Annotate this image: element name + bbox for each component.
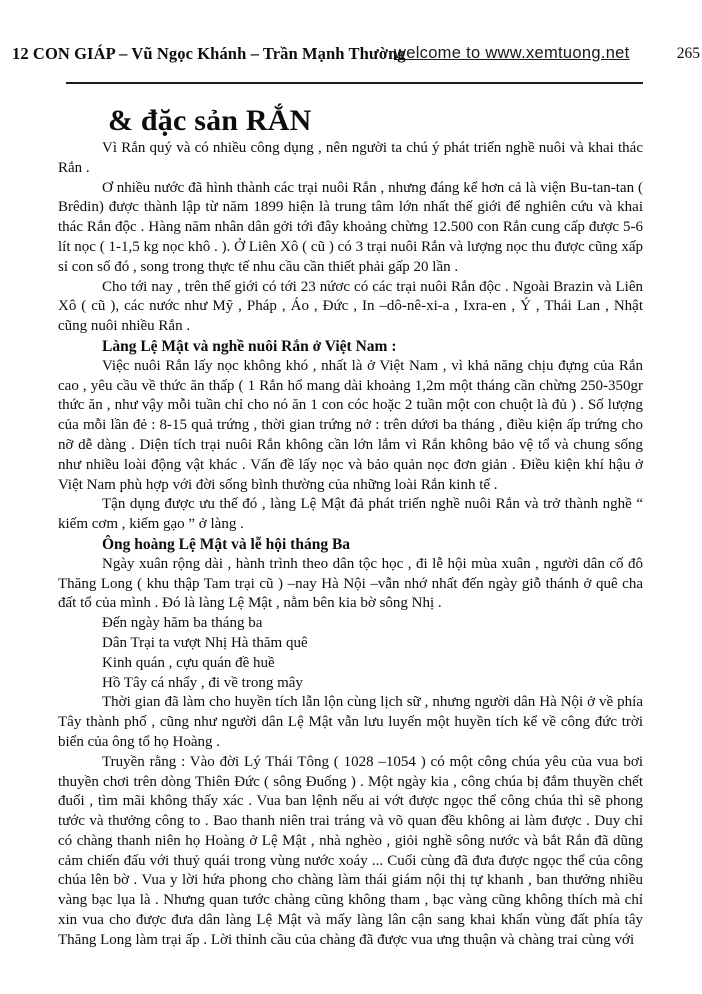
verse-line: Kinh quán , cựu quán đề huề: [102, 654, 275, 671]
paragraph: Tận dụng được ưu thế đó , làng Lệ Mật đả phát triển nghề nuôi Rắn và trở thành nghề “ kiếm cơm , kiếm gạo ” ở làng .: [58, 496, 643, 533]
paragraph: Truyền rằng : Vào đời Lý Thái Tông ( 1028 –1054 ) có một công chúa yêu của vua bơi thuyền chơi trên dòng Thiên Đức ( sông Đuống ) . Một ngày kia , công chúa bị đắm thuyền chết đuối , tìm mãi không thấy xác . Vua ban lệnh nếu ai vớt được ngọc thể công chúa thì sẽ phong tước và thưởng công to . Bao thanh niên trai tráng và võ quan đều không ai làm được . Duy chỉ có chàng thanh niên họ Hoàng ở Lệ Mật , nhà nghèo , giỏi nghề sông nước và bắt Rắn đã dũng cảm chiến đấu với thuỷ quái trong vùng nước xoáy ... Cuối cùng đã đưa được ngọc thể của công chúa lên bờ . Vua y lời hứa phong cho chàng làm thái giám nội thị tự khanh , ban thưởng nhiều vàng bạc lụa là . Nhưng quan tước chàng cũng không tham , bạc vàng cũng không thích mà chỉ xin vua cho được đưa dân làng Lệ Mật và mấy làng lân cận sang khai khẩn vùng đất phía tây Thăng Long làm trại ấp . Lời thỉnh cầu của chàng đã được vua ưng thuận và chàng trai cùng với: [58, 753, 643, 948]
folk-verse: [58, 614, 643, 693]
paragraph: Thời gian đã làm cho huyền tích lẫn lộn cùng lịch sữ , nhưng người dân Hà Nội ở về phía Tây thành phố , cũng như người dân Lệ Mật vẫn lưu luyến một huyền tích kể về công đức trời biển của ông tổ họ Hoàng .: [58, 694, 643, 750]
paragraph: Vì Rắn quý và có nhiều công dụng , nên người ta chú ý phát triển nghề nuôi và khai thác Rắn .: [58, 140, 643, 176]
section-heading-march-festival: Ông hoàng Lệ Mật và lễ hội tháng Ba: [102, 535, 351, 553]
header-divider: [66, 82, 643, 84]
article-title: & đặc sản RẮN: [108, 104, 312, 138]
site-link[interactable]: welcome to www.xemtuong.net: [394, 44, 630, 62]
verse-line: Hồ Tây cá nhẩy , đi về trong mây: [102, 674, 303, 691]
section-heading-le-mat-village: Làng Lệ Mật và nghề nuôi Rắn ở Việt Nam :: [102, 337, 397, 355]
paragraph: Cho tới nay , trên thế giới có tới 23 nứơc có các trại nuôi Rắn độc . Ngoài Brazin và Liên Xô ( cũ ), các nước như Mỹ , Pháp , Áo , Đức , In –dô-nê-xi-a , Ixra-en , Ý , Thái Lan , Nhật cũng nuôi nhiều Rắn .: [58, 278, 643, 335]
paragraph: Ngày xuân rộng dài , hành trình theo dân tộc học , đi lễ hội mùa xuân , người dân cố đô Thăng Long ( khu thập Tam trại cũ ) –nay Hà Nội –vẫn nhớ nhất đến ngày giỗ thánh ở quê cha đất tổ của mình . Đó là làng Lệ Mật , nằm bên kia bờ sông Nhị .: [58, 555, 643, 612]
paragraph: Ơ nhiều nước đã hình thành các trại nuôi Rắn , nhưng đáng kể hơn cả là viện Bu-tan-tan ( Brêdin) được thành lập từ năm 1899 hiện là trung tâm lớn nhất thế giới để nghiên cứu và khai thác Rắn độc . Hàng năm nhân dân gởi tới đây khoảng chừng 12.500 con Rắn cung cấp được 5-6 lít nọc ( 1-1,5 kg nọc khô . ). Ở Liên Xô ( cũ ) có 3 trại nuôi Rắn và lượng nọc thu được cũng xấp sỉ con số đó , song trong thực tế nhu cầu cần thiết phải gấp 20 lần .: [58, 179, 643, 275]
article-body: [58, 139, 643, 951]
paragraph: Việc nuôi Rắn lấy nọc không khó , nhất là ở Việt Nam , vì khả năng chịu đựng của Rắn cao , yêu cầu về thức ăn thấp ( 1 Rắn hổ mang dài khoảng 1,2m một tháng cần chừng 250-350gr thức ăn , như vậy mỗi tuần chỉ cho nó ăn 1 con cóc hoặc 2 tuần một con chuột là đủ ) . Số lượng của mỗi lần đẻ : 8-15 quả trứng , thời gian trứng nở : trên dứơi ba tháng , điều kiện ấp trứng cho nỡ dễ dàng . Diện tích trại nuôi Rắn không cần lớn lắm vì Rắn không bảo vệ tổ và chung sống như nhiều loài động vật khác . Vấn đề lấy nọc và bảo quản nọc đơn giản . Điều kiện khí hậu ở Việt Nam phù hợp với đời sống bình thường của những loài Rắn kinh tế .: [58, 357, 643, 493]
header-book-title: 12 CON GIÁP – Vũ Ngọc Khánh – Trần Mạnh Thường: [12, 44, 406, 63]
page-number: 265: [676, 45, 700, 62]
verse-line: Dân Trại ta vượt Nhị Hà thăm quê: [102, 634, 308, 651]
verse-line: Đến ngày hăm ba tháng ba: [102, 615, 263, 632]
